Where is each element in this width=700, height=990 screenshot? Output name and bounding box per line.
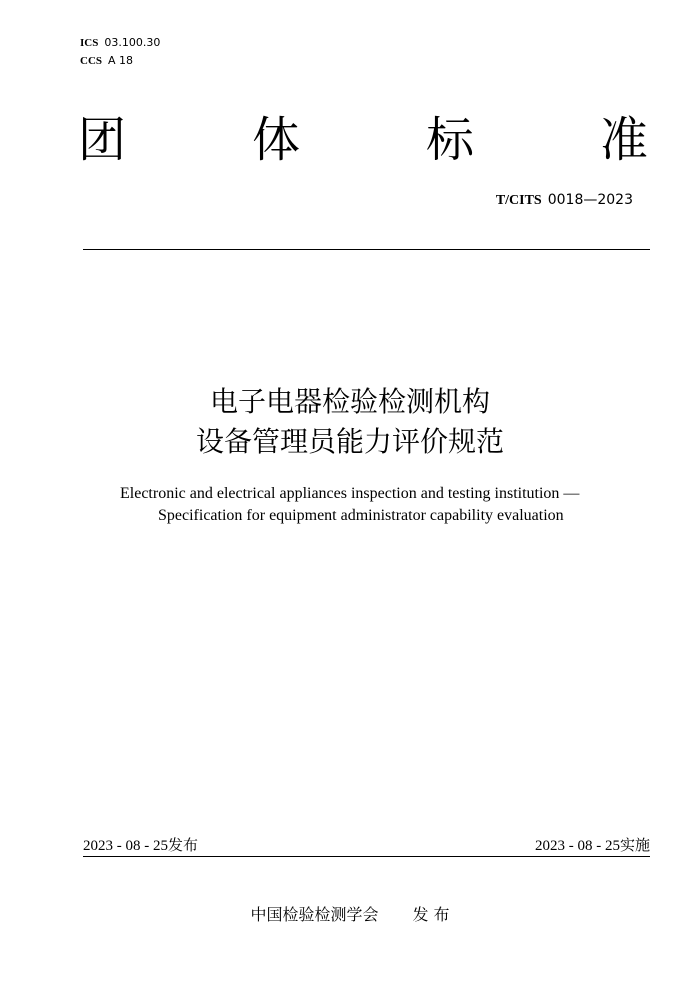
issuer xyxy=(0,904,700,926)
publish-date-value: 2023 - 08 - 25 xyxy=(83,838,168,854)
standard-prefix: T/CITS xyxy=(495,193,542,208)
english-title-line-2: Specification for equipment administrator capability evaluation xyxy=(158,507,564,524)
ccs-label: CCS xyxy=(80,55,103,67)
issuer-name: 中国检验检测学会 xyxy=(250,905,379,924)
implement-date xyxy=(535,835,650,856)
implement-date-value: 2023 - 08 - 25 xyxy=(534,838,620,854)
chinese-title-line-2-text: 设备管理员能力评价规范 xyxy=(195,425,504,458)
ics-label: ICS xyxy=(80,37,99,49)
title-char-1: 团 xyxy=(78,112,127,168)
publish-date-label: 发布 xyxy=(168,836,199,854)
document-type-title xyxy=(78,110,648,170)
standard-code: 0018—2023 xyxy=(547,192,633,208)
english-title-line-1: Electronic and electrical appliances inspection and testing institution — xyxy=(120,485,580,502)
standard-number xyxy=(496,191,633,210)
ccs-value: A 18 xyxy=(108,54,134,67)
chinese-title-line-2 xyxy=(0,424,700,460)
chinese-title-line-1-text: 电子电器检验检测机构 xyxy=(209,385,490,418)
ics-value: 03.100.30 xyxy=(104,36,161,49)
publish-date xyxy=(83,835,198,856)
title-char-3: 标 xyxy=(425,112,474,168)
ics-code xyxy=(80,36,160,50)
header-divider xyxy=(83,249,650,250)
title-char-4: 准 xyxy=(599,112,648,168)
chinese-title-line-1 xyxy=(0,384,700,420)
ccs-code xyxy=(80,54,133,68)
title-char-2: 体 xyxy=(251,112,300,168)
issuer-action: 发 布 xyxy=(412,905,450,924)
implement-date-label: 实施 xyxy=(619,836,650,854)
footer-divider xyxy=(83,856,650,857)
